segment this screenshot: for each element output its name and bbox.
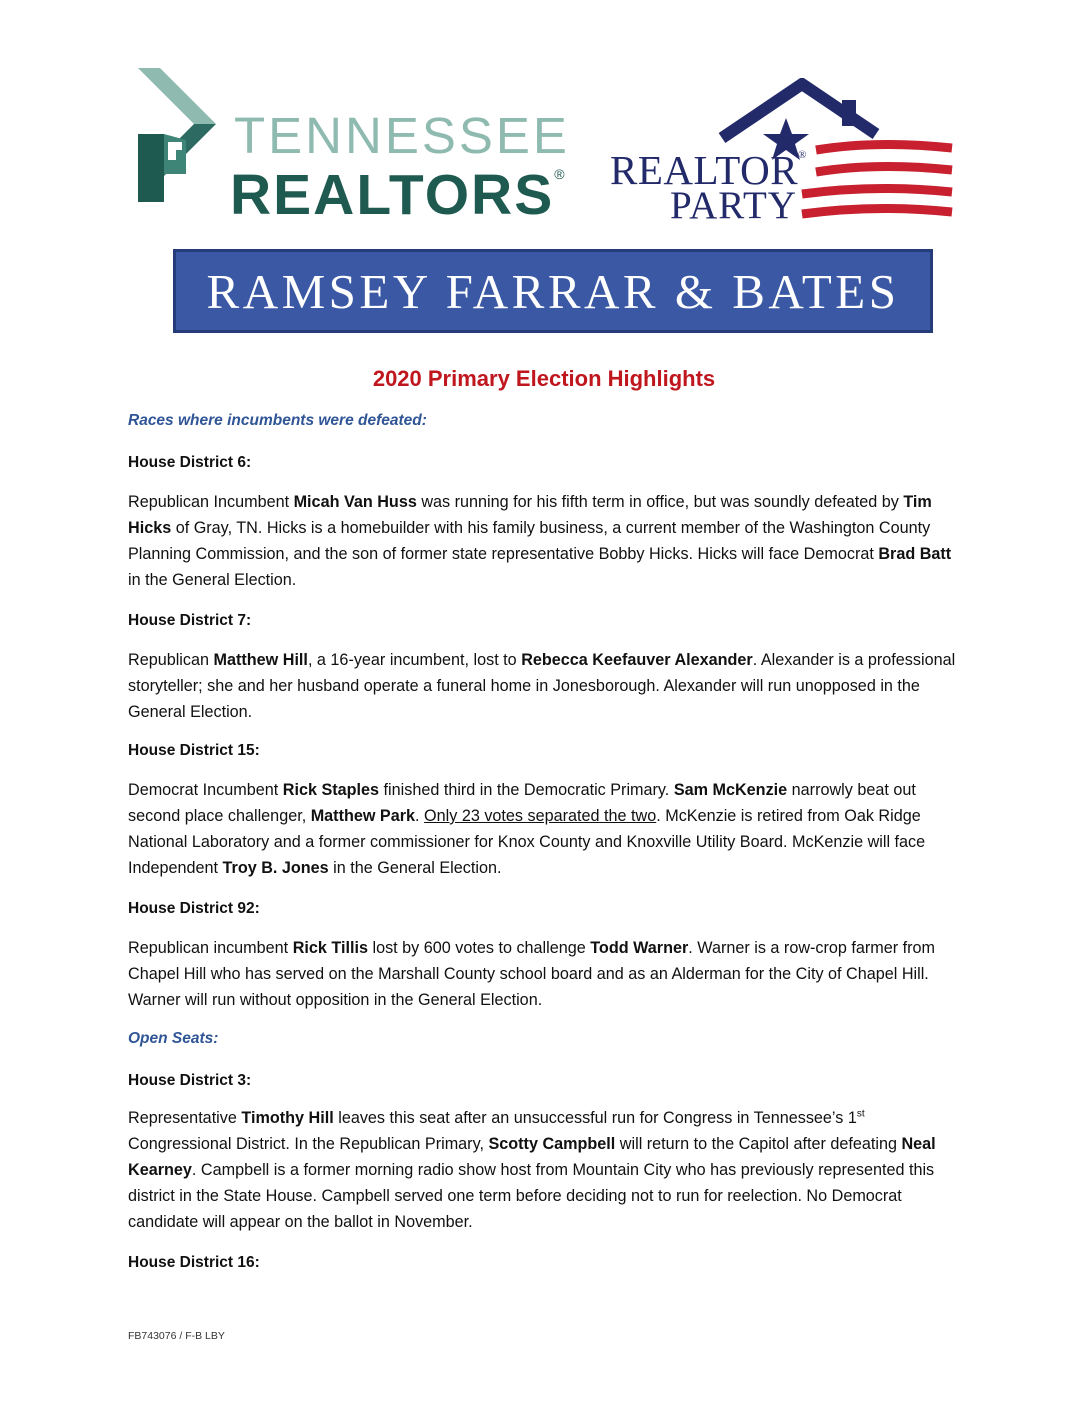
realtor-wordmark: REALTOR® [610,147,807,193]
district-heading-hd92: House District 92: [128,900,260,917]
tennessee-wordmark: TENNESSEE [234,107,570,164]
ramsey-farrar-bates-banner [173,249,933,333]
tennessee-realtors-emblem-icon [134,64,234,214]
district-heading-hd3: House District 3: [128,1072,252,1089]
paragraph-hd3: Representative Timothy Hill leaves this seat after an unsuccessful run for Congress in Tennessee’s 1st Congressional District. In the Republican Primary, Scotty Campbell will return to the Capitol after defeating Neal Kearney. Campbell is a former morning radio show host from Mountain City who has previously represented this district in the State House. Campbell served one term before deciding not to run for reelection. No Democrat candidate will appear on the ballot in November. [128,1108,936,1231]
party-wordmark: PARTY [670,184,797,227]
section-heading-open-seats: Open Seats: [128,1030,219,1047]
section-heading-defeated: Races where incumbents were defeated: [128,412,427,429]
district-heading-hd7: House District 7: [128,612,252,629]
paragraph-hd15: Democrat Incumbent Rick Staples finished third in the Democratic Primary. Sam McKenzie narrowly beat out second place challenger, Matthew Park. Only 23 votes separated the two. McKenzie is retired from Oak Ridge National Laboratory and a former commissioner for Knox County and Knoxville Utility Board. McKenzie will face Independent Troy B. Jones in the General Election. [128,781,926,877]
district-heading-hd15: House District 15: [128,742,260,759]
page-title: 2020 Primary Election Highlights [372,366,716,391]
realtors-wordmark: REALTORS® [230,163,567,227]
district-heading-hd16: House District 16: [128,1254,260,1271]
paragraph-hd6: Republican Incumbent Micah Van Huss was running for his fifth term in office, but was soundly defeated by Tim Hicks of Gray, TN. Hicks is a homebuilder with his family business, a current member of the Washington County Planning Commission, and the son of former state representative Bobby Hicks. Hicks will face Democrat Brad Batt in the General Election. [128,493,952,589]
district-heading-hd6: House District 6: [128,454,252,471]
paragraph-hd7: Republican Matthew Hill, a 16-year incumbent, lost to Rebecca Keefauver Alexander. Alexander is a professional storyteller; she and her husband operate a funeral home in Jonesborough. Alexander will run unopposed in the General Election. [128,651,956,721]
banner-text: RAMSEY FARRAR & BATES [206,264,900,319]
paragraph-hd92: Republican incumbent Rick Tillis lost by 600 votes to challenge Todd Warner. Warner is a row-crop farmer from Chapel Hill who has served on the Marshall County school board and as an Alderman for the City of Chapel Hill. Warner will run without opposition in the General Election. [128,939,936,1009]
document-footer-code: FB743076 / F-B LBY [128,1330,225,1342]
tennessee-realtors-logo [134,64,574,227]
realtor-party-logo [606,78,958,227]
